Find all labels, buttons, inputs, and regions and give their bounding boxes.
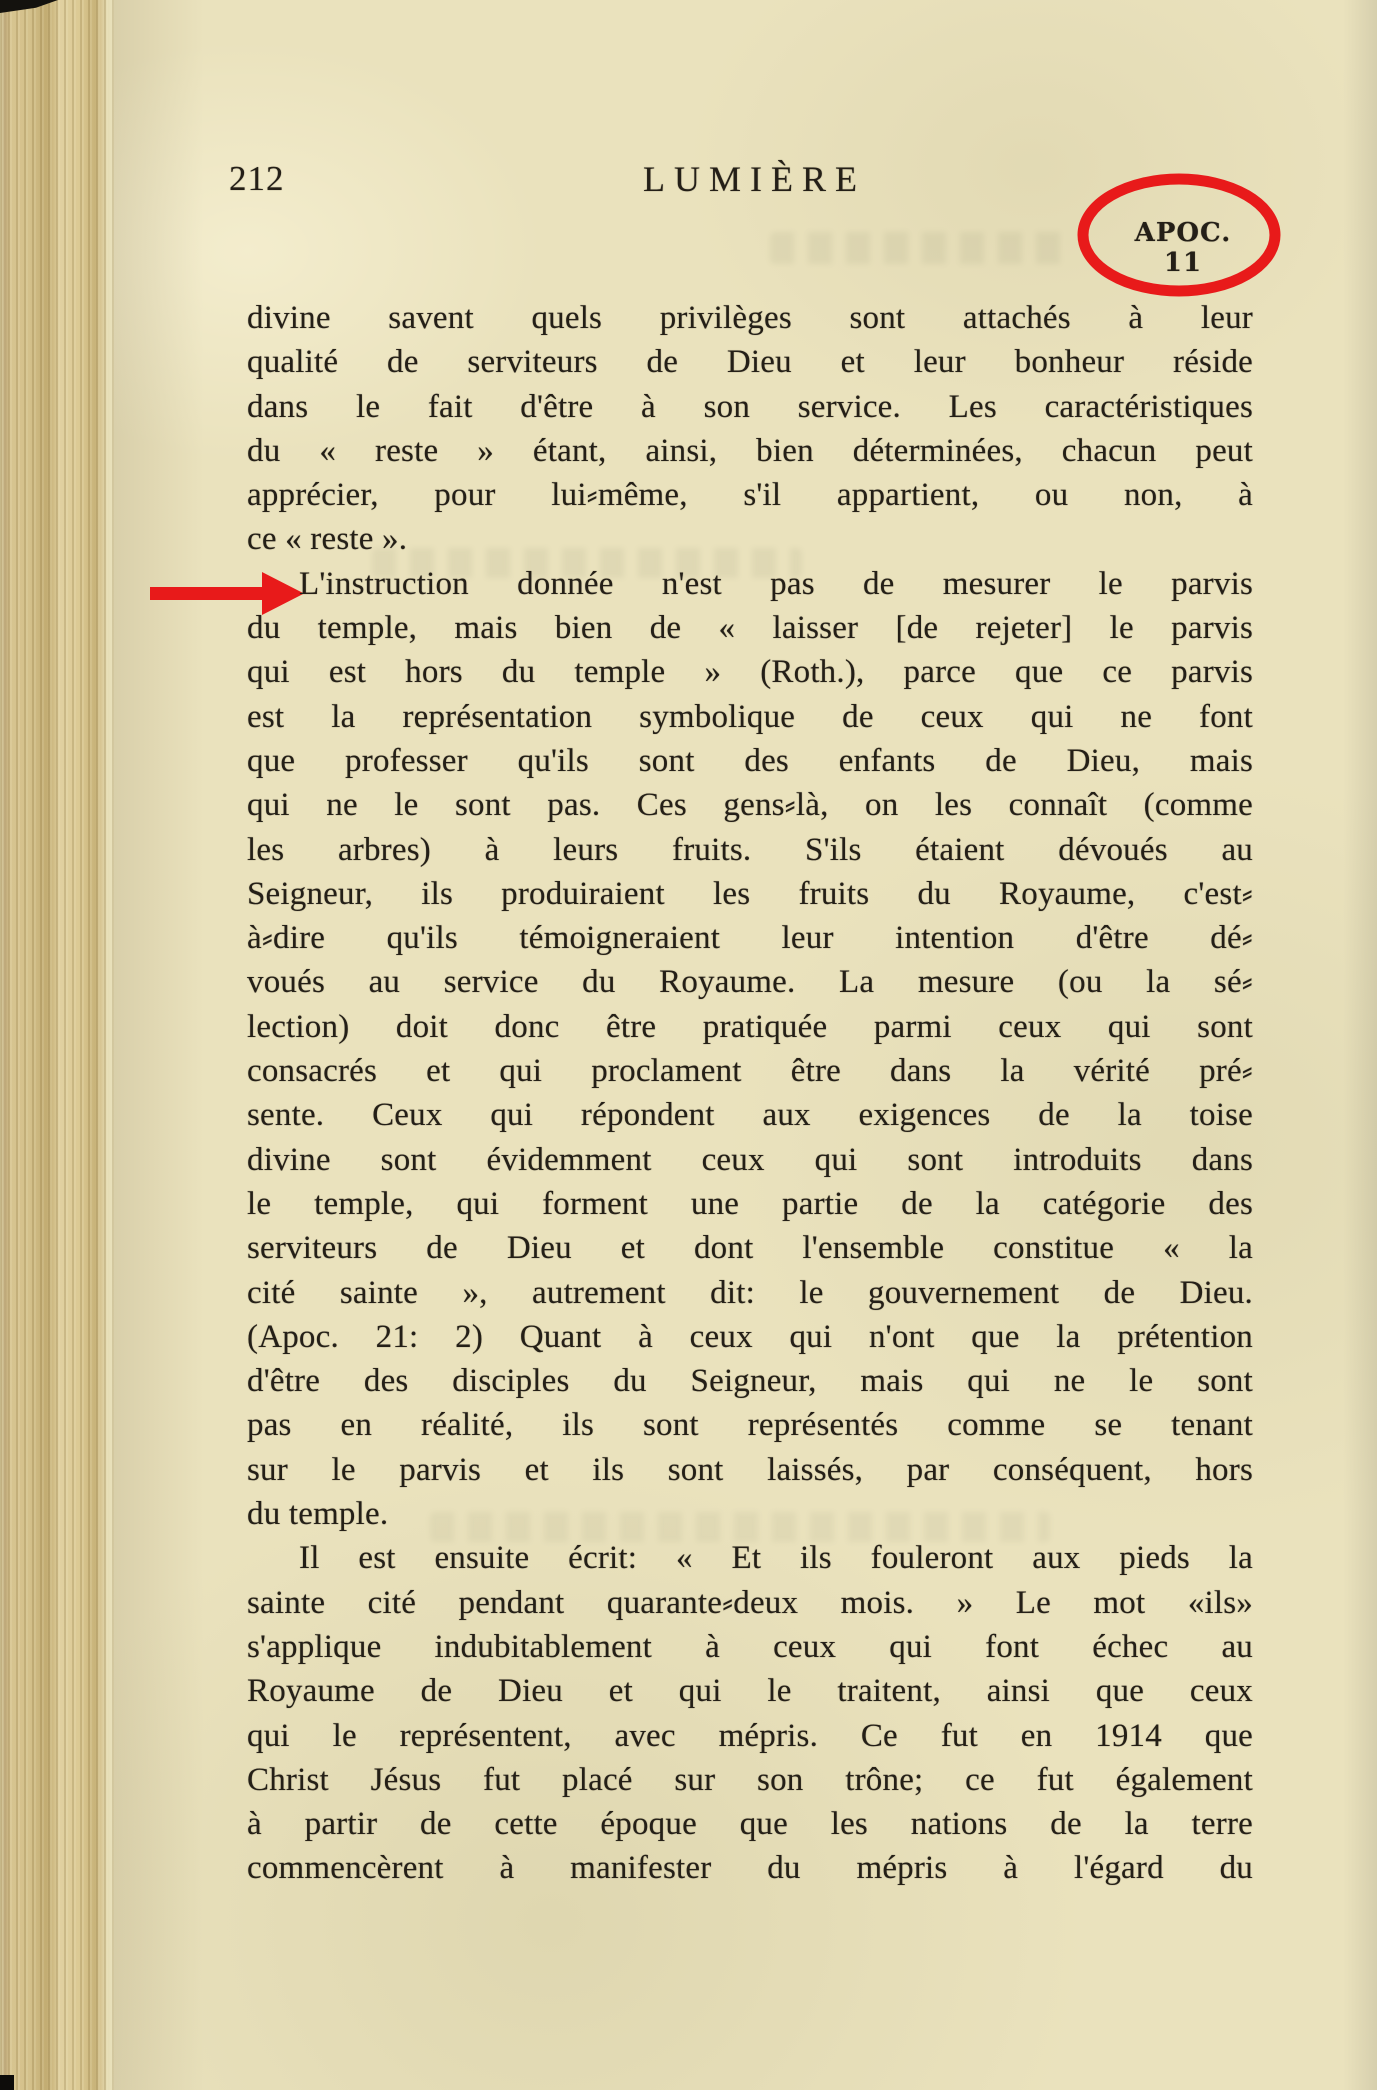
body-line: du « reste » étant, ainsi, bien déterminées, chacun peut	[247, 432, 1253, 469]
verso-show-through	[770, 232, 1070, 264]
body-line: à partir de cette époque que les nations de la terre	[247, 1806, 1253, 1843]
body-line: Il est ensuite écrit: « Et ils fouleront aux pieds la	[299, 1540, 1253, 1577]
body-line: du temple.	[247, 1496, 389, 1533]
body-line: (Apoc. 21: 2) Quant à ceux qui n'ont que la prétention	[247, 1318, 1253, 1355]
body-line: d'être des disciples du Seigneur, mais qui ne le sont	[247, 1363, 1253, 1400]
body-line: est la représentation symbolique de ceux qui ne font	[247, 698, 1253, 735]
body-line: lection) doit donc être pratiquée parmi ceux qui sont	[247, 1008, 1253, 1045]
book-page-edges	[0, 0, 114, 2090]
body-line: le temple, qui forment une partie de la catégorie des	[247, 1185, 1253, 1222]
body-line: qui ne le sont pas. Ces gens⸗là, on les connaît (comme	[247, 787, 1253, 824]
body-line: sur le parvis et ils sont laissés, par conséquent, hors	[247, 1451, 1253, 1488]
body-line: apprécier, pour lui⸗même, s'il appartient, ou non, à	[247, 477, 1253, 514]
body-line: divine savent quels privilèges sont attachés à leur	[247, 300, 1253, 336]
body-line: s'applique indubitablement à ceux qui font échec au	[247, 1628, 1253, 1665]
right-scan-edge	[1343, 0, 1377, 2090]
body-line: divine sont évidemment ceux qui sont introduits dans	[247, 1141, 1253, 1178]
body-line: voués au service du Royaume. La mesure (ou la sé⸗	[247, 964, 1253, 1001]
body-line: ce « reste ».	[247, 521, 408, 558]
running-head	[229, 155, 1253, 203]
gutter-shadow	[114, 0, 204, 2090]
body-line: à⸗dire qu'ils témoigneraient leur intention d'être dé⸗	[247, 920, 1253, 957]
body-line: qui le représentent, avec mépris. Ce fut en 1914 que	[247, 1717, 1253, 1754]
body-line: Christ Jésus fut placé sur son trône; ce fut également	[247, 1761, 1253, 1798]
body-line: pas en réalité, ils sont représentés comme se tenant	[247, 1407, 1253, 1444]
body-line: Royaume de Dieu et qui le traitent, ainsi que ceux	[247, 1673, 1253, 1710]
body-line: sainte cité pendant quarante⸗deux mois. » Le mot «ils»	[247, 1584, 1253, 1621]
body-line: les arbres) à leurs fruits. S'ils étaient dévoués au	[247, 831, 1253, 868]
book-title: LUMIÈRE	[643, 159, 866, 199]
section-reference: APOC. 11	[1134, 218, 1232, 278]
body-line: Seigneur, ils produiraient les fruits du Royaume, c'est⸗	[247, 875, 1253, 912]
body-line: sente. Ceux qui répondent aux exigences de la toise	[247, 1097, 1253, 1134]
body-line: que professer qu'ils sont des enfants de Dieu, mais	[247, 742, 1253, 779]
body-line: du temple, mais bien de « laisser [de rejeter] le parvis	[247, 610, 1253, 647]
body-line: qualité de serviteurs de Dieu et leur bonheur réside	[247, 344, 1253, 381]
body-line: commencèrent à manifester du mépris à l'égard du	[247, 1850, 1253, 1887]
body-line: dans le fait d'être à son service. Les caractéristiques	[247, 388, 1253, 425]
body-line: qui est hors du temple » (Roth.), parce que ce parvis	[247, 654, 1253, 691]
body-line: L'instruction donnée n'est pas de mesurer le parvis	[299, 565, 1253, 602]
page-number: 212	[229, 159, 285, 198]
body-line: consacrés et qui proclament être dans la vérité pré⸗	[247, 1053, 1253, 1090]
text-block	[247, 296, 1253, 1891]
body-line: serviteurs de Dieu et dont l'ensemble constitue « la	[247, 1230, 1253, 1267]
body-line: cité sainte », autrement dit: le gouvernement de Dieu.	[247, 1274, 1253, 1311]
scan-corner-mark-bottom-left	[0, 2075, 14, 2090]
